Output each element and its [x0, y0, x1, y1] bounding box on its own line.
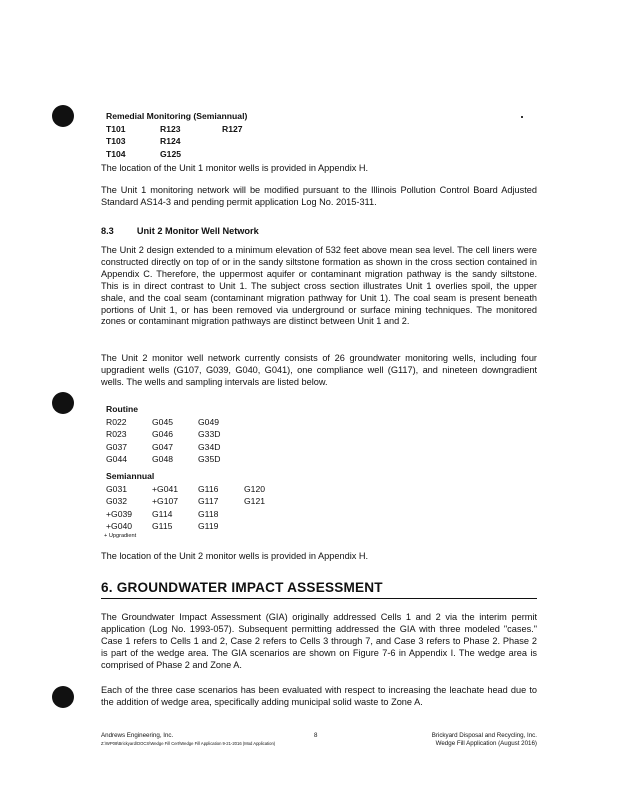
well-id: R022	[106, 416, 127, 427]
section-number: 8.3	[101, 226, 114, 236]
table-row	[106, 148, 268, 161]
well-id: G34D	[198, 441, 221, 452]
remedial-table	[106, 110, 268, 160]
footer-client: Brickyard Disposal and Recycling, Inc.	[431, 732, 537, 739]
well-id: G045	[152, 416, 174, 427]
well-id: G120	[244, 483, 266, 494]
well-id: R124	[160, 136, 181, 146]
well-id: G047	[152, 441, 174, 452]
table-row	[106, 508, 290, 521]
table-row	[106, 453, 244, 466]
well-id: G35D	[198, 454, 221, 464]
table-row	[106, 520, 290, 533]
footer-left	[101, 732, 331, 748]
well-id: G125	[160, 148, 182, 159]
well-id: G33D	[198, 429, 221, 439]
section-6-heading: 6. GROUNDWATER IMPACT ASSESSMENT	[101, 580, 537, 599]
table-row	[106, 441, 244, 454]
well-id: +G107	[152, 496, 179, 506]
well-id: T101	[106, 123, 126, 134]
section-title: Unit 2 Monitor Well Network	[136, 226, 259, 236]
well-id: G115	[152, 521, 173, 531]
well-id: +G039	[106, 508, 133, 519]
upgradient-footnote: + Upgradient	[104, 533, 137, 539]
table-row	[106, 416, 244, 429]
semiannual-heading: Semiannual	[106, 471, 155, 481]
well-id: G119	[198, 521, 219, 531]
footer-document: Wedge Fill Application (August 2016)	[435, 740, 537, 747]
scan-speck	[521, 116, 523, 118]
well-id: G121	[244, 496, 266, 506]
routine-table	[106, 403, 244, 466]
footer-file-path: Z:\WP08\Brickyard\DOCS\Wedge Fill Cert\Wedge Fill Application 9-21-2016 (Mod Application)	[101, 741, 276, 746]
binder-hole-bottom	[52, 686, 74, 708]
footer-right	[384, 732, 537, 748]
well-id: R127	[222, 123, 243, 134]
binder-hole-middle	[52, 392, 74, 414]
unit1-modify-paragraph: The Unit 1 monitoring network will be modified pursuant to the Illinois Pollution Control Board Adjusted Standard AS14-3 and pending permit application Log No. 2015-311.	[101, 185, 537, 207]
unit2-design-paragraph: The Unit 2 design extended to a minimum elevation of 532 feet above mean sea level. The cell liners were constructed directly on top of or in the sandy siltstone formation as shown in the cross section contained in Appendix C. Therefore, the uppermost aquifer or contaminant migration pathway is the sandy siltstone. This is in direct contrast to Unit 1. The subject cross section illustrates Unit 1 overlies spoil, the upper shale, and the coal seam (contaminant migration pathway for Unit 1). The coal seam is present beneath portions of Unit 1, or has been removed via underground or surface mining techniques. The monitored zones or contaminant migration pathways are distinct between Unit 1 and 2.	[101, 245, 537, 327]
well-id: T104	[106, 148, 126, 159]
semiannual-table	[106, 470, 290, 533]
remedial-heading: Remedial Monitoring (Semiannual)	[106, 111, 248, 121]
unit2-network-paragraph: The Unit 2 monitor well network currently consists of 26 groundwater monitoring wells, including four upgradient wells (G107, G039, G040, G041), one compliance well (G117), and nineteen downgradient wells. The wells and sampling intervals are listed below.	[101, 353, 537, 387]
case-scenarios-paragraph: Each of the three case scenarios has been evaluated with respect to increasing the leachate head due to the addition of wedge area, specifically adding municipal solid waste to Zone A.	[101, 685, 537, 707]
well-id: G117	[198, 496, 219, 506]
binder-hole-top	[52, 105, 74, 127]
well-id: G116	[198, 483, 219, 494]
table-row	[106, 428, 244, 441]
well-id: R123	[160, 123, 181, 134]
unit1-location-paragraph: The location of the Unit 1 monitor wells is provided in Appendix H.	[101, 163, 369, 173]
section-8-3-heading	[101, 226, 259, 236]
well-id: G032	[106, 496, 128, 506]
well-id: G049	[198, 416, 220, 427]
well-id: +G040	[106, 521, 133, 531]
table-row	[106, 123, 268, 136]
well-id: R023	[106, 429, 127, 439]
gia-paragraph: The Groundwater Impact Assessment (GIA) originally addressed Cells 1 and 2 via the interim permit application (Log No. 1993-057). Subsequent permitting addressed the GIA with three modeled "cases." Case 1 refers to Cells 1 and 2, Case 2 refers to Cells 3 through 7, and Case 3 refers to Phase 2. Phase 2 is part of the wedge area. The GIA scenarios are shown on Figure 7-6 in Appendix I. The wedge area is comprised of Phase 2 and Zone A.	[101, 612, 537, 670]
well-id: G048	[152, 454, 174, 464]
footer-company: Andrews Engineering, Inc.	[101, 732, 174, 739]
well-id: G044	[106, 454, 128, 464]
well-id: G037	[106, 441, 128, 452]
footer-page-number: 8	[314, 732, 318, 739]
routine-heading: Routine	[106, 404, 138, 414]
well-id: G114	[152, 508, 173, 519]
table-row	[106, 483, 290, 496]
table-row	[106, 135, 268, 148]
table-row	[106, 495, 290, 508]
well-id: G118	[198, 508, 219, 519]
well-id: +G041	[152, 483, 179, 494]
well-id: G046	[152, 429, 174, 439]
unit2-location-paragraph: The location of the Unit 2 monitor wells is provided in Appendix H.	[101, 551, 369, 561]
well-id: G031	[106, 483, 128, 494]
well-id: T103	[106, 136, 126, 146]
